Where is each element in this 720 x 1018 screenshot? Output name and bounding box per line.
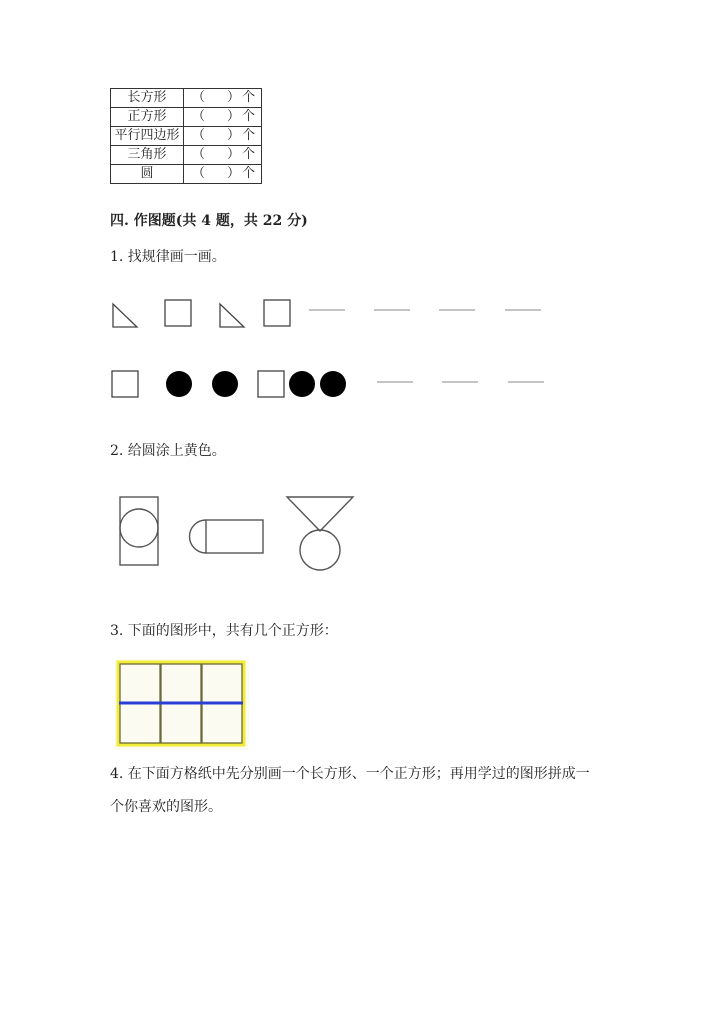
shape-name-cell: 长方形: [111, 89, 184, 108]
filled-circle-icon: [212, 371, 238, 397]
shape-name-cell: 圆: [111, 165, 184, 184]
q3-square-grid-figure: [115, 659, 249, 750]
filled-circle-icon: [289, 371, 315, 397]
answer-blank-cell[interactable]: （ ） 个: [184, 108, 262, 127]
square-icon: [112, 371, 138, 397]
shape-name-cell: 三角形: [111, 146, 184, 165]
answer-blank-cell[interactable]: （ ） 个: [184, 165, 262, 184]
circle-shape[interactable]: [300, 530, 340, 570]
answer-blank-cell[interactable]: （ ） 个: [184, 127, 262, 146]
square-icon: [258, 371, 284, 397]
question-3-text: 3. 下面的图形中，共有几个正方形：: [110, 623, 338, 639]
q2-figures: [120, 497, 353, 570]
question-4-text-line-1: 4. 在下面方格纸中先分别画一个长方形、一个正方形；再用学过的图形拼成一: [110, 766, 590, 782]
question-2-text: 2. 给圆涂上黄色。: [110, 443, 226, 459]
semicircle-shape[interactable]: [190, 520, 206, 553]
circle-shape[interactable]: [120, 509, 158, 547]
pattern-row-1: [113, 300, 290, 327]
semicircle-rectangle-figure: [190, 520, 263, 553]
question-1-text: 1. 找规律画一画。: [110, 249, 226, 265]
answer-blank-cell[interactable]: （ ） 个: [184, 89, 262, 108]
question-4-text-line-2: 个你喜欢的图形。: [110, 799, 222, 815]
filled-circle-icon: [320, 371, 346, 397]
square-icon: [165, 300, 191, 326]
right-triangle-icon: [220, 304, 244, 327]
square-icon: [264, 300, 290, 326]
section-title: 四. 作图题(共 4 题，共 22 分): [110, 213, 308, 229]
triangle-with-circle-figure: [287, 497, 353, 570]
shape-name-cell: 正方形: [111, 108, 184, 127]
right-triangle-icon: [113, 304, 137, 327]
filled-circle-icon: [166, 371, 192, 397]
pattern-row-2: [112, 371, 346, 397]
rectangle-with-circle-figure: [120, 497, 158, 565]
answer-blank-cell[interactable]: （ ） 个: [184, 146, 262, 165]
shape-name-cell: 平行四边形: [111, 127, 184, 146]
